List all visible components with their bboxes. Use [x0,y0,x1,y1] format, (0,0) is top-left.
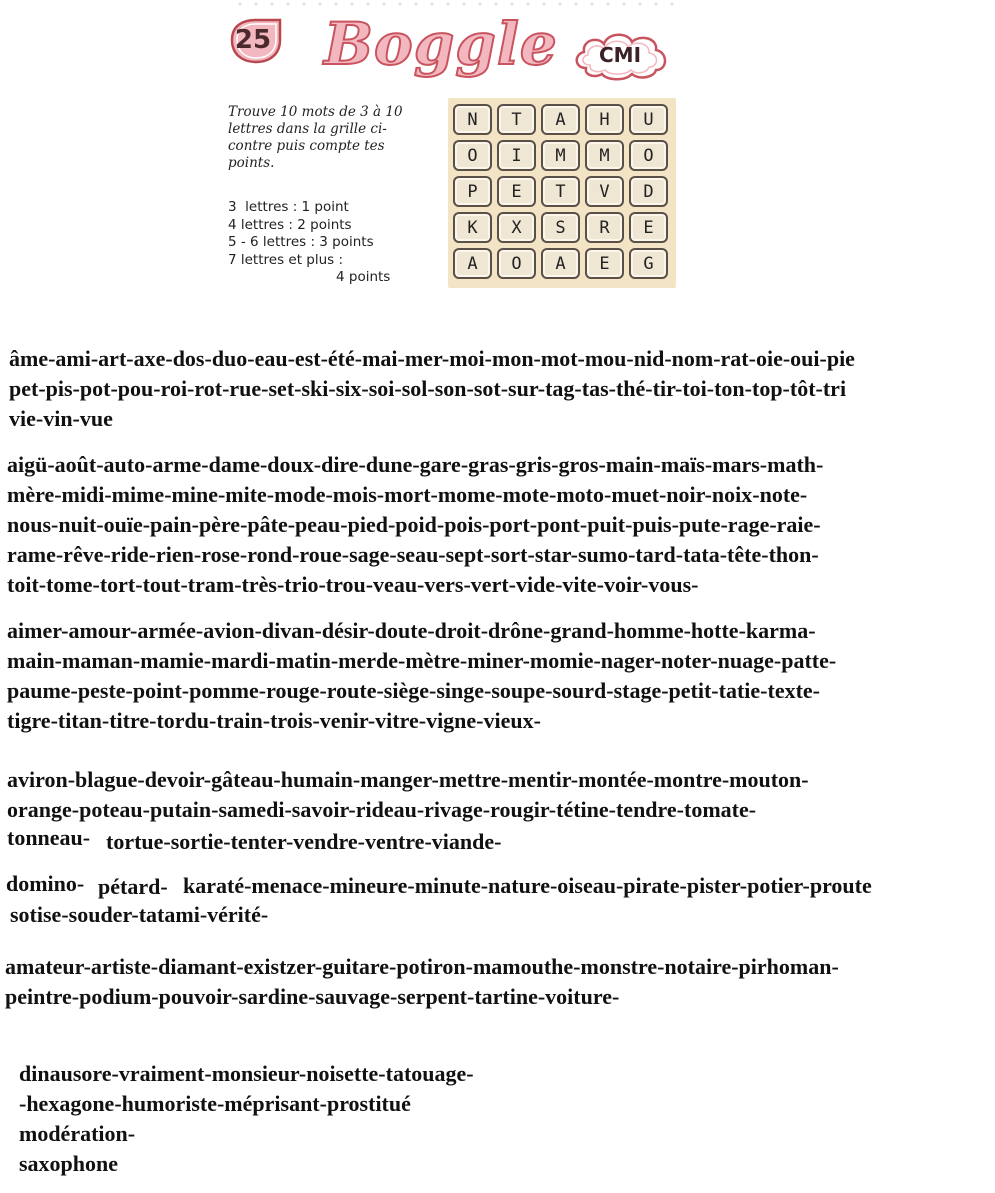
letter-tile: T [541,176,580,207]
letter-tile: G [629,248,668,279]
letter-tile: M [541,140,580,171]
scoring-rule: 4 lettres : 2 points [228,216,352,233]
letter-tile: N [453,104,492,135]
word-line: aigü-août-auto-arme-dame-doux-dire-dune-gare-gras-gris-gros-main-maïs-mars-math- [7,452,824,477]
word-line: main-maman-mamie-mardi-matin-merde-mètre-miner-momie-nager-noter-nuage-patte- [7,648,837,673]
word-fragment: tonneau- [7,825,91,850]
scoring-rule: 4 points [336,269,391,286]
letter-tile: A [453,248,492,279]
word-line: saxophone [19,1151,119,1176]
letter-tile: T [497,104,536,135]
level-label: CMI [598,43,642,67]
letter-tile: O [629,140,668,171]
word-line: modération- [19,1121,136,1146]
scoring-rule: 7 lettres et plus : [228,251,344,268]
letter-tile: K [453,212,492,243]
word-line: toit-tome-tort-tout-tram-très-trio-trou-veau-vers-vert-vide-vite-voir-vous- [7,572,699,597]
word-line: vie-vin-vue [9,406,113,431]
letter-tile: S [541,212,580,243]
word-line: tigre-titan-titre-tordu-train-trois-venir-vitre-vigne-vieux- [7,708,541,733]
letter-tile: M [585,140,624,171]
letter-tile: H [585,104,624,135]
letter-tile: E [629,212,668,243]
word-line: aviron-blague-devoir-gâteau-humain-manger-mettre-mentir-montée-montre-mouton- [7,767,809,792]
letter-tile: E [585,248,624,279]
word-list-7-letters [5,952,839,1012]
boggle-card [222,0,682,300]
word-list-4-letters [7,450,823,600]
word-line: aimer-amour-armée-avion-divan-désir-doute-droit-drône-grand-homme-hotte-karma- [7,618,816,643]
exercise-number: 25 [234,25,272,55]
word-line: dinausore-vraiment-monsieur-noisette-tatouage- [19,1061,474,1086]
letter-tile: X [497,212,536,243]
word-list-8-plus-letters [19,1059,474,1179]
word-line: rame-rêve-ride-rien-rose-rond-roue-sage-seau-sept-sort-star-sumo-tard-tata-tête-thon- [7,542,819,567]
word-line: mère-midi-mime-mine-mite-mode-mois-mort-mome-mote-moto-muet-noir-noix-note- [7,482,808,507]
letter-tile: V [585,176,624,207]
instructions: Trouve 10 mots de 3 à 10 lettres dans la grille ci-contre puis compte tes points. [228,104,403,171]
letter-tile: E [497,176,536,207]
scoring-rule: 3 lettres : 1 point [228,199,349,215]
boggle-logo: Boggle [324,10,558,78]
letter-tile: A [541,104,580,135]
letter-tile: R [585,212,624,243]
letter-tile: I [497,140,536,171]
letter-tile: D [629,176,668,207]
word-fragment: domino- [6,871,85,896]
word-line: pet-pis-pot-pou-roi-rot-rue-set-ski-six-soi-sol-son-sot-sur-tag-tas-thé-tir-toi-ton-top-tôt-tri [9,376,847,401]
word-line: amateur-artiste-diamant-existzer-guitare-potiron-mamouthe-monstre-notaire-pirhoman- [5,954,839,979]
letter-tile: O [453,140,492,171]
word-line: sotise-souder-tatami-vérité- [10,902,269,927]
letter-grid [448,98,676,288]
word-fragment: pétard- [98,874,168,899]
scoring-rule: 5 - 6 lettres : 3 points [228,234,374,251]
word-line: paume-peste-point-pomme-rouge-route-siège-singe-soupe-sourd-stage-petit-tatie-texte- [7,678,821,703]
word-line: âme-ami-art-axe-dos-duo-eau-est-été-mai-mer-moi-mon-mot-mou-nid-nom-rat-oie-oui-pie [9,346,855,371]
word-line: peintre-podium-pouvoir-sardine-sauvage-serpent-tartine-voiture- [5,984,620,1009]
word-line: -hexagone-humoriste-méprisant-prostitué [19,1091,411,1116]
word-line: orange-poteau-putain-samedi-savoir-rideau-rivage-rougir-tétine-tendre-tomate- [7,797,757,822]
letter-tile: A [541,248,580,279]
word-list-6-letters [7,765,809,825]
word-line: nous-nuit-ouïe-pain-père-pâte-peau-pied-poid-pois-port-pont-puit-puis-pute-rage-raie- [7,512,821,537]
letter-tile: U [629,104,668,135]
word-list-3-letters [9,344,855,434]
scoring-rules [228,199,428,287]
word-list-5-letters [7,616,836,736]
letter-tile: O [497,248,536,279]
word-fragment: karaté-menace-mineure-minute-nature-oiseau-pirate-pister-potier-proute [183,873,872,898]
letter-tile: P [453,176,492,207]
word-fragment: tortue-sortie-tenter-vendre-ventre-viande- [106,829,502,854]
